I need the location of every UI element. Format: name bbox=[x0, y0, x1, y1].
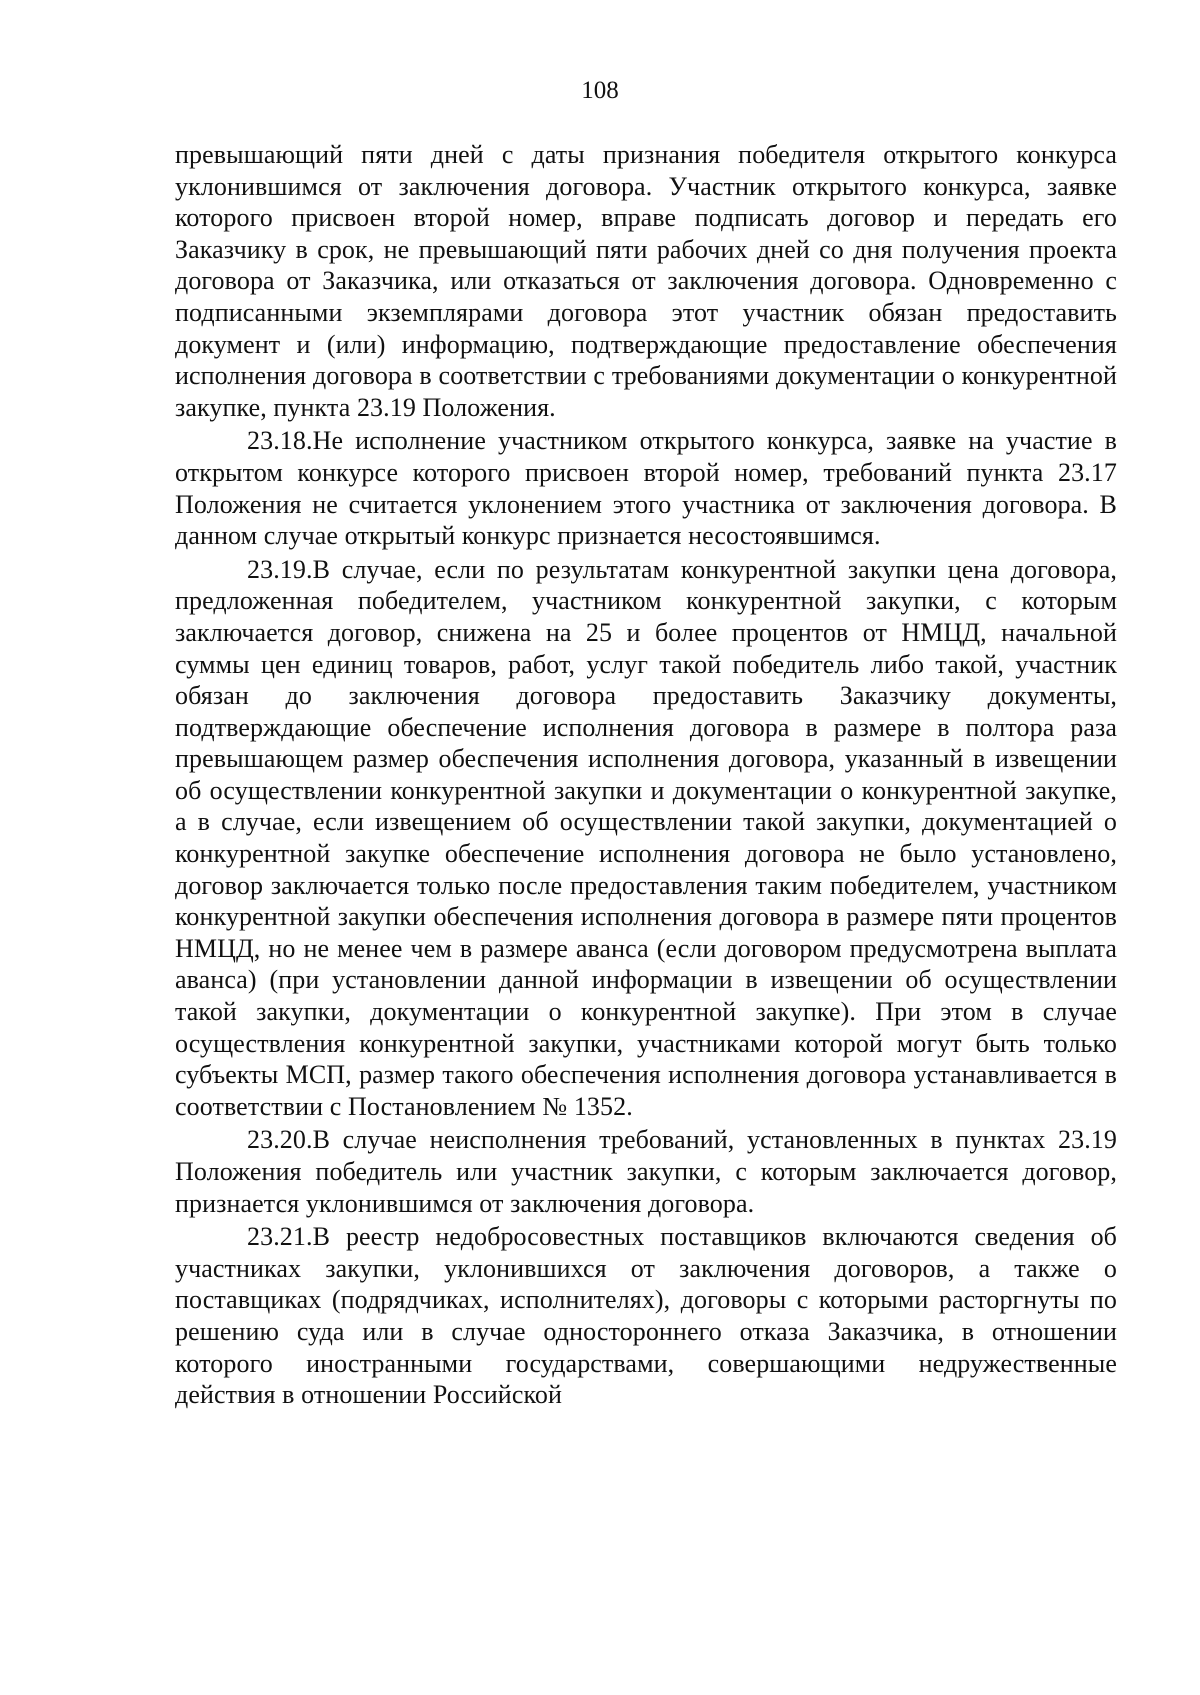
paragraph-23-21: 23.21.В реестр недобросовестных поставщиков включаются сведения об участниках закупки, уклонившихся от заключения договоров, а также о поставщиках (подрядчиках, исполнителях), договоры с которыми расторгнуты по решению суда или в случае одностороннего отказа Заказчика, в отношении которого иностранными государствами, совершающими недружественные действия в отношении Российской bbox=[175, 1222, 1117, 1410]
paragraph-23-18: 23.18.Не исполнение участником открытого конкурса, заявке на участие в открытом конкурсе которого присвоен второй номер, требований пункта 23.17 Положения не считается уклонением этого участника от заключения договора. В данном случае открытый конкурс признается несостоявшимся. bbox=[175, 426, 1117, 551]
paragraph-23-20: 23.20.В случае неисполнения требований, установленных в пунктах 23.19 Положения победитель или участник закупки, с которым заключается договор, признается уклонившимся от заключения договора. bbox=[175, 1125, 1117, 1218]
paragraph-23-19: 23.19.В случае, если по результатам конкурентной закупки цена договора, предложенная победителем, участником конкурентной закупки, с которым заключается договор, снижена на 25 и более процентов от НМЦД, начальной суммы цен единиц товаров, работ, услуг такой победитель либо такой, участник обязан до заключения договора предоставить Заказчику документы, подтверждающие обеспечение исполнения договора в размере в полтора раза превышающем размер обеспечения исполнения договора, указанный в извещении об осуществлении конкурентной закупки и документации о конкурентной закупке, а в случае, если извещением об осуществлении такой закупки, документацией о конкурентной закупке обеспечение исполнения договора не было установлено, договор заключается только после предоставления таким победителем, участником конкурентной закупки обеспечения исполнения договора в размере пяти процентов НМЦД, но не менее чем в размере аванса (если договором предусмотрена выплата аванса) (при установлении данной информации в извещении об осуществлении такой закупки, документации о конкурентной закупке). При этом в случае осуществления конкурентной закупки, участниками которой могут быть только субъекты МСП, размер такого обеспечения исполнения договора устанавливается в соответствии с Постановлением № 1352. bbox=[175, 554, 1117, 1121]
paragraph-continuation: превышающий пяти дней с даты признания победителя открытого конкурса уклонившимся от заключения договора. Участник открытого конкурса, заявке которого присвоен второй номер, вправе подписать договор и передать его Заказчику в срок, не превышающий пяти рабочих дней со дня получения проекта договора от Заказчика, или отказаться от заключения договора. Одновременно с подписанными экземплярами договора этот участник обязан предоставить документ и (или) информацию, подтверждающие предоставление обеспечения исполнения договора в соответствии с требованиями документации о конкурентной закупке, пункта 23.19 Положения. bbox=[175, 140, 1117, 422]
page-number: 108 bbox=[581, 77, 619, 104]
document-body bbox=[175, 139, 1117, 1411]
